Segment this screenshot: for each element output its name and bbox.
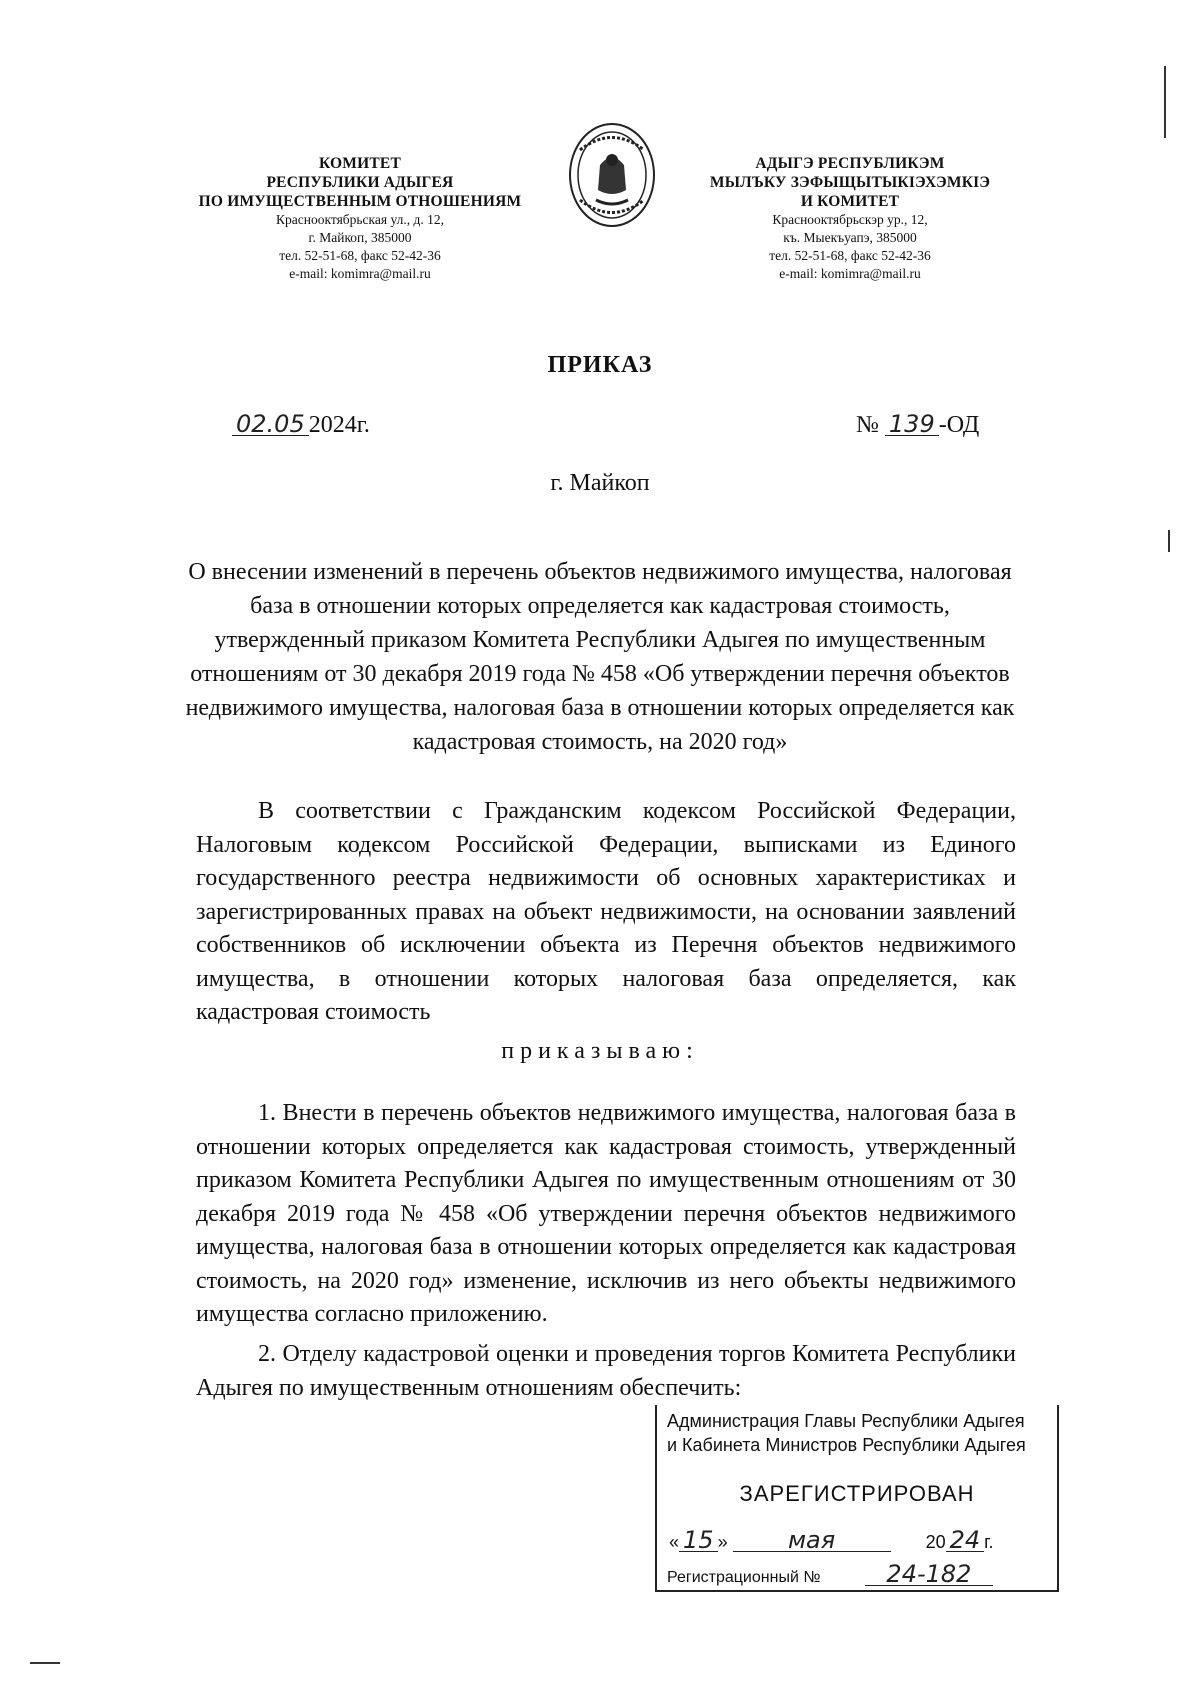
stamp-day: 15 — [679, 1529, 718, 1552]
header-right-address2: къ. Мыекъуапэ, 385000 — [783, 230, 917, 245]
document-date — [232, 412, 370, 439]
stamp-year: 24 — [946, 1529, 985, 1552]
stamp-status: ЗАРЕГИСТРИРОВАН — [739, 1481, 975, 1506]
stamp-year-prefix: 20 — [925, 1532, 946, 1552]
header-left-line3: ПО ИМУЩЕСТВЕННЫМ ОТНОШЕНИЯМ — [198, 193, 522, 210]
emblem-icon — [566, 120, 658, 230]
registration-stamp — [655, 1405, 1059, 1592]
document-subject: О внесении изменений в перечень объектов недвижимого имущества, налоговая база в отношении которых определяется как кадастровая стоимость, утвержденный приказом Комитета Республики Адыгея по имущественным отношениям от 30 декабря 2019 года № 458 «Об утверждении перечня объектов недвижимого имущества, налоговая база в отношении которых определяется как кадастровая стоимость, на 2020 год» — [185, 559, 1015, 755]
document-title: ПРИКАЗ — [547, 352, 653, 378]
date-year: 2024г. — [308, 412, 370, 438]
stamp-month: мая — [733, 1529, 891, 1552]
scan-mark-top-right — [1164, 66, 1166, 138]
header-left-address1: Краснооктябрьская ул., д. 12, — [276, 212, 444, 227]
header-right-phone: тел. 52-51-68, факс 52-42-36 — [769, 248, 931, 263]
order-word: приказываю: — [501, 1038, 699, 1064]
header-right-line3: И КОМИТЕТ — [800, 193, 900, 210]
header-left-line1: КОМИТЕТ — [318, 155, 401, 172]
header-right-email: e-mail: komimra@mail.ru — [779, 266, 921, 281]
date-handwritten: 02.05 — [232, 413, 309, 436]
stamp-date: « 15 » мая 20 24 г. — [669, 1526, 994, 1554]
header-left-phone: тел. 52-51-68, факс 52-42-36 — [279, 248, 441, 263]
stamp-regno-label: Регистрационный № — [667, 1569, 821, 1586]
scan-mark-mid-right — [1168, 530, 1170, 552]
document-number — [856, 412, 979, 439]
order-item-1: 1. Внести в перечень объектов недвижимого имущества, налоговая база в отношении которых определяется как кадастровая стоимость, утвержденный приказом Комитета Республики Адыгея по имущественным отношениям от 30 декабря 2019 года № 458 «Об утверждении перечня объектов недвижимого имущества, налоговая база в отношении которых определяется как кадастровая стоимость, на 2020 год» изменение, исключив из него объекты недвижимого имущества согласно приложению. — [196, 1100, 1016, 1327]
scan-mark-bottom-left — [30, 1662, 60, 1664]
header-right-line2: МЫЛЪКУ ЗЭФЫЩЫТЫКIЭХЭМКIЭ — [709, 174, 991, 191]
stamp-org-line1: Администрация Главы Республики Адыгея — [667, 1411, 1025, 1431]
stamp-regno — [667, 1560, 1047, 1588]
header-right — [680, 154, 1020, 283]
number-prefix: № — [856, 412, 879, 438]
header-right-line1: АДЫГЭ РЕСПУБЛИКЭМ — [755, 155, 945, 172]
number-handwritten: 139 — [885, 413, 939, 436]
stamp-org — [667, 1409, 1026, 1457]
stamp-org-line2: и Кабинета Министров Республики Адыгея — [667, 1435, 1026, 1455]
number-suffix: -ОД — [938, 412, 980, 438]
header-left-email: e-mail: komimra@mail.ru — [289, 266, 431, 281]
header-left — [180, 154, 540, 283]
header-right-address1: Краснооктябрьскэр ур., 12, — [772, 212, 928, 227]
basis-paragraph: В соответствии с Гражданским кодексом Российской Федерации, Налоговым кодексом Российской Федерации, выписками из Единого государственного реестра недвижимости об основных характеристиках и зарегистрированных правах на объект недвижимости, на основании заявлений собственников об исключении объекта из Перечня объектов недвижимого имущества, в отношении которых налоговая база определяется, как кадастровая стоимость — [196, 798, 1016, 1025]
header-left-line2: РЕСПУБЛИКИ АДЫГЕЯ — [266, 174, 454, 191]
order-item-2: 2. Отделу кадастровой оценки и проведения торгов Комитета Республики Адыгея по имущественным отношениям обеспечить: — [196, 1341, 1016, 1401]
document-city: г. Майкоп — [550, 470, 650, 496]
header-left-address2: г. Майкоп, 385000 — [308, 230, 412, 245]
stamp-regno-value: 24-182 — [865, 1563, 993, 1586]
